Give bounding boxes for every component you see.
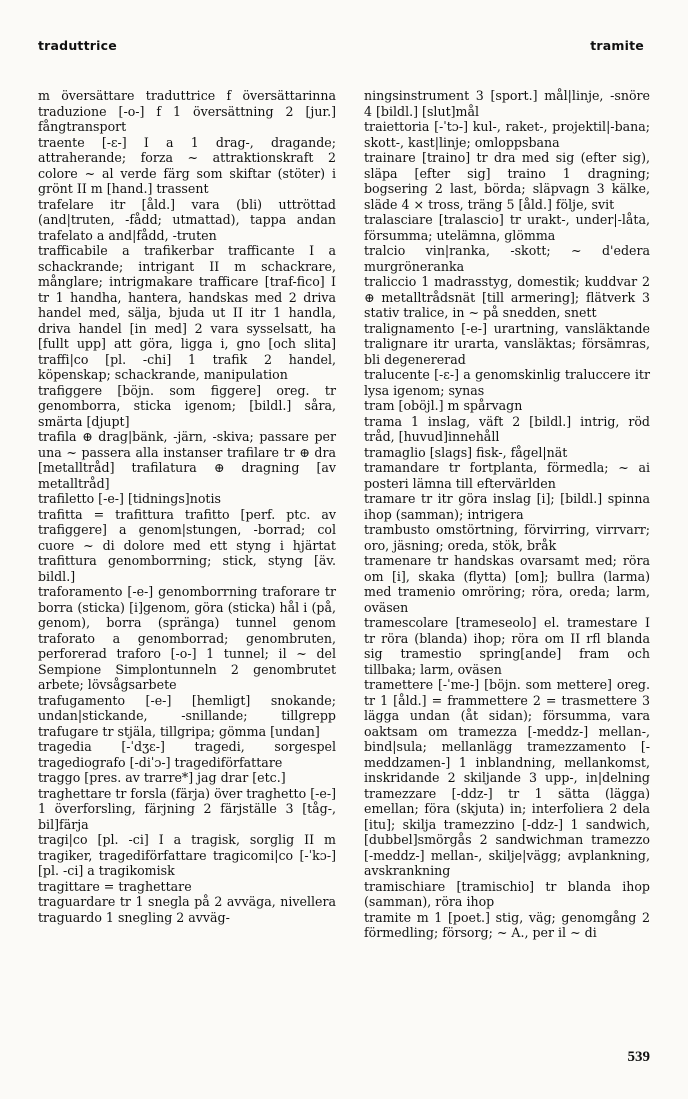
dictionary-entry: tramaglio [slags] fisk-, fågel|nät [364,444,568,460]
dictionary-entry: tramettere [-ˈme-] [böjn. som mettere] oreg. tr 1 [åld.] = frammettere 2 = trasmettere 3 lägga undan (åt sidan); försumma, vara oaktsam om tramezza [-meddz-] mellan-, bind|sula; mellanlägg tramezzamento [-meddzamen-] 1 inblandning, mellankomst, inskridande 2 skiljande 3 upp-, in|delning tramezzare [-ddz-] tr 1 sätta (lägga) emellan; föra (skjuta) in; interfoliera 2 dela [itu]; skilja tramezzino [-ddz-] 1 sandwich, [dubbel]smörgås 2 sandwichman tramezzo [-meddz-] mellan-, skilje|vägg; avplankning, avskrankning [364,677,655,878]
dictionary-entry: ningsinstrument 3 [sport.] mål|linje, -snöre 4 [bildl.] [slut]mål [364,88,655,119]
page-number: 539 [627,1049,650,1065]
dictionary-entry: trafelare itr [åld.] vara (bli) uttröttad (and|truten, -fådd; utmattad), tappa andan trafelato a and|fådd, -truten [38,196,341,243]
dictionary-entry: trambusto omstörtning, förvirring, virrvarr; oro, jäsning; oreda, stök, bråk [364,522,655,553]
dictionary-entry: traguardare tr 1 snegla på 2 avväga, nivellera traguardo 1 snegling 2 avväg- [38,894,341,925]
dictionary-entry: trafiggere [böjn. som figgere] oreg. tr genomborra, sticka igenom; [bildl.] såra, smärta [djupt] [38,382,341,429]
dictionary-entry: tralcio vin|ranka, -skott; ~ d'edera murgröneranka [364,243,655,274]
running-head-right: tramite [590,38,644,53]
dictionary-entry: tralignamento [-e-] urartning, vansläktande tralignare itr urarta, vansläktas; försämras, bli degenererad [364,320,655,367]
dictionary-entry: trafitta = trafittura trafitto [perf. ptc. av trafiggere] a genom|stungen, -borrad; col cuore ~ di dolore med ett styng i hjärtat trafittura genomborrning; stick, styng [äv. bildl.] [38,506,341,584]
dictionary-entry: traghettare tr forsla (färja) över traghetto [-e-] 1 överforsling, färjning 2 färjställe 3 [tåg-, bil]färja [38,785,341,832]
left-column [38,88,341,925]
dictionary-entry: tramischiare [tramischio] tr blanda ihop (samman), röra ihop [364,878,655,909]
dictionary-entry: traente [-ɛ-] I a 1 drag-, dragande; attraherande; forza ~ attraktionskraft 2 colore ~ al verde färg som skiftar (stöter) i grönt II m [hand.] trassent [38,134,341,196]
dictionary-entry: trainare [traino] tr dra med sig (efter sig), släpa [efter sig] traino 1 dragning; bogsering 2 last, börda; släpvagn 3 kälke, släde 4 ⨯ tross, träng 5 [åld.] följe, svit [364,150,655,212]
dictionary-entry: tragedia [-ˈdʒɛ-] tragedi, sorgespel tragediografo [-diˈɔ-] tragediförfattare [38,739,341,770]
dictionary-entry: tragi|co [pl. -ci] I a tragisk, sorglig II m tragiker, tragediförfattare tragicomi|co [-ˈkɔ-] [pl. -ci] a tragikomisk [38,832,341,878]
dictionary-entry: tralucente [-ɛ-] a genomskinlig traluccere itr lysa igenom; synas [364,367,655,398]
dictionary-entry: tramescolare [trameseolo] el. tramestare I tr röra (blanda) ihop; röra om II rfl blanda sig tramestio spring[ande] fram och tillbaka; larm, oväsen [364,615,655,677]
dictionary-entry: trama 1 inslag, väft 2 [bildl.] intrig, röd tråd, [huvud]innehåll [364,413,655,444]
dictionary-entry: traggo [pres. av trarre*] jag drar [etc.] [38,770,286,785]
running-head-left: traduttrice [38,38,117,53]
dictionary-entry: traforamento [-e-] genomborrning traforare tr borra (sticka) [i]genom, göra (sticka) hål i (på, genom), borra (spränga) tunnel genom traforato a genomborrad; genombruten, perforerad traforo [-o-] 1 tunnel; il ~ del Sempione Simplontunneln 2 genombrutet arbete; lövsågsarbete [38,584,341,692]
dictionary-entry: trafficabile a trafikerbar trafficante I a schackrande; intrigant II m schackrare, månglare; intrigmakare trafficare [traf-fico] I tr 1 handha, hantera, handskas med 2 driva handel med, sälja, bjuda ut II itr 1 handla, driva handel [in med] 2 vara sysselsatt, ha [fullt upp] att göra, ligga i, gno [och slita] traffi|co [pl. -chi] 1 trafik 2 handel, köpenskap; schackrande, manipulation [38,243,341,382]
dictionary-entry: tram [oböjl.] m spårvagn [364,398,523,413]
dictionary-entry: tramare tr itr göra inslag [i]; [bildl.] spinna ihop (samman); intrigera [364,491,655,522]
dictionary-entry: m översättare traduttrice f översättarinna traduzione [-o-] f 1 översättning 2 [jur.] fångtransport [38,88,341,134]
dictionary-entry: trafugamento [-e-] [hemligt] snokande; undan|stickande, -snillande; tillgrepp trafugare tr stjäla, tillgripa; gömma [undan] [38,692,341,739]
right-column [364,88,655,941]
dictionary-entry: tramite m 1 [poet.] stig, väg; genomgång 2 förmedling; försorg; ~ A., per il ~ di [364,909,655,940]
dictionary-entry: traliccio 1 madrasstyg, domestik; kuddvar 2 ⊕ metalltrådsnät [till armering]; flätverk 3 stativ tralice, in ~ på snedden, snett [364,274,655,320]
dictionary-entry: traiettoria [-ˈtɔ-] kul-, raket-, projektil|-bana; skott-, kast|linje; omloppsbana [364,119,655,150]
dictionary-entry: tramandare tr fortplanta, förmedla; ~ ai posteri lämna till eftervärlden [364,460,655,491]
dictionary-entry: tralasciare [tralascio] tr urakt-, under|-låta, försumma; utelämna, glömma [364,212,655,243]
dictionary-entry: trafila ⊕ drag|bänk, -järn, -skiva; passare per una ~ passera alla instanser trafilare tr ⊕ dra [metalltråd] trafilatura ⊕ dragning [av metalltråd] [38,429,341,491]
dictionary-entry: tramenare tr handskas ovarsamt med; röra om [i], skaka (flytta) [om]; bullra (larma) med tramenio omröring; röra, oreda; larm, oväsen [364,553,655,615]
dictionary-entry: trafiletto [-e-] [tidnings]notis [38,491,221,506]
dictionary-entry: tragittare = traghettare [38,878,192,894]
